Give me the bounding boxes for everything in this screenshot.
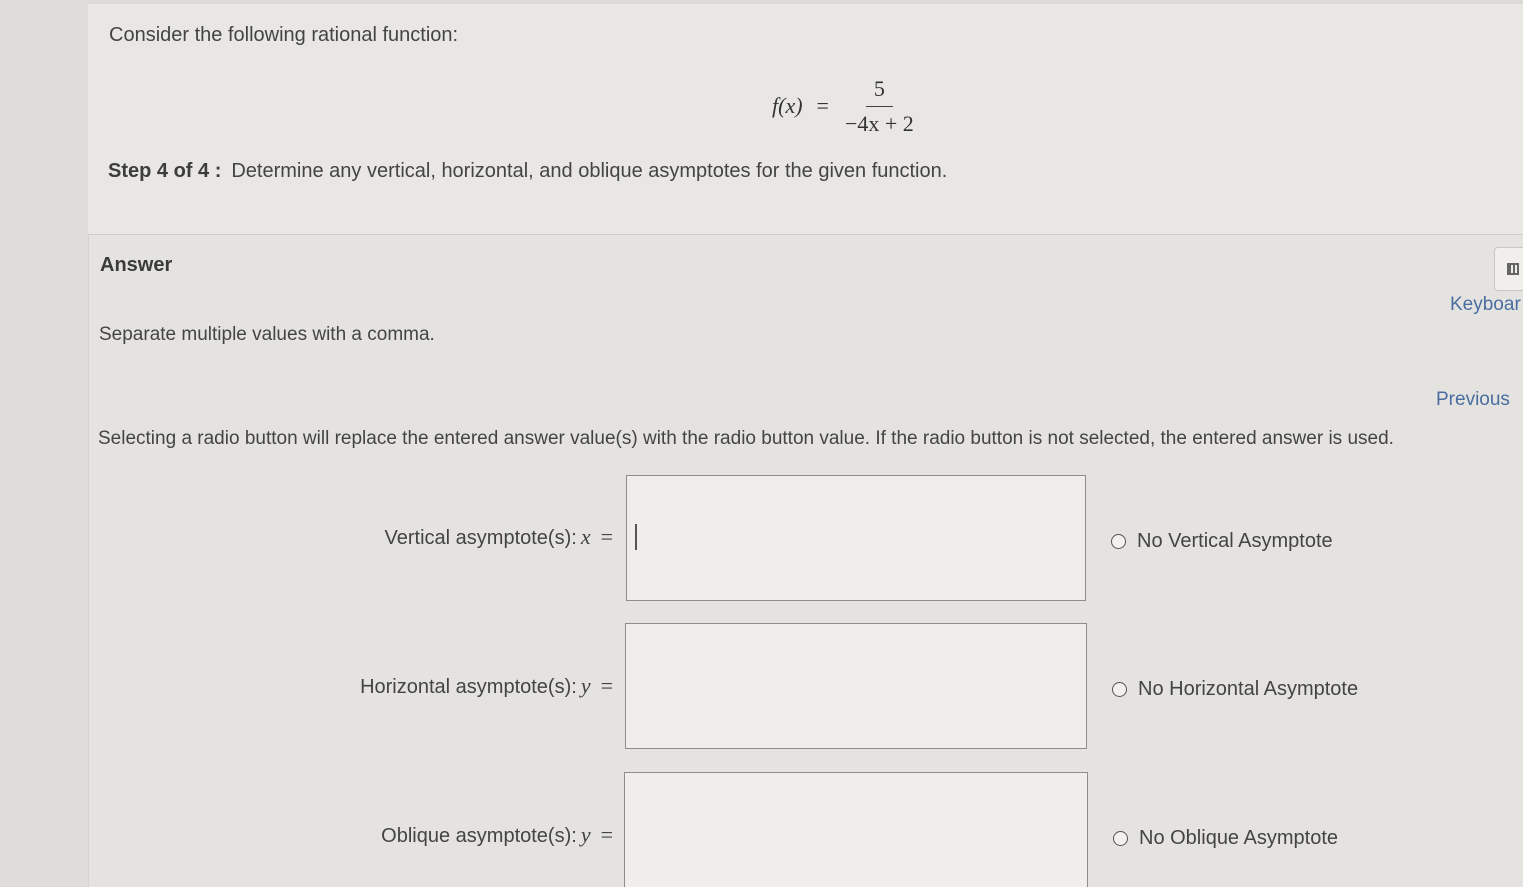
keyboard-link[interactable]: Keyboar [1450, 294, 1521, 315]
calculator-keyboard-icon [1507, 263, 1519, 275]
oblique-asymptote-label [381, 822, 613, 848]
no-oblique-asymptote-radio[interactable] [1113, 827, 1338, 850]
question-intro: Consider the following rational function: [109, 24, 459, 46]
horizontal-variable: y [580, 673, 591, 698]
horizontal-label-text: Horizontal asymptote(s): [360, 676, 577, 698]
radio-button-circle[interactable] [1111, 534, 1126, 549]
oblique-label-text: Oblique asymptote(s): [381, 825, 577, 847]
left-gutter [0, 0, 89, 887]
radio-button-circle[interactable] [1113, 831, 1128, 846]
oblique-variable: y [580, 822, 591, 847]
formula-fraction [843, 76, 916, 137]
no-horizontal-asymptote-radio[interactable] [1112, 678, 1358, 701]
keyboard-toggle-button[interactable] [1494, 247, 1523, 291]
vertical-asymptote-label [385, 524, 613, 550]
step-text: Determine any vertical, horizontal, and oblique asymptotes for the given function. [231, 160, 948, 182]
previous-link[interactable]: Previous [1436, 389, 1510, 410]
vertical-variable: x [580, 524, 591, 549]
horizontal-asymptote-label [360, 673, 613, 699]
step-instruction [108, 160, 947, 183]
oblique-equals: = [600, 822, 613, 847]
separate-values-note: Separate multiple values with a comma. [99, 324, 435, 345]
function-formula [772, 74, 916, 138]
vertical-asymptote-input[interactable] [626, 475, 1086, 601]
formula-equals: = [816, 93, 829, 118]
formula-lhs: f(x) [772, 93, 803, 118]
radio-instruction-note: Selecting a radio button will replace the entered answer value(s) with the radio button value. If the radio button is not selected, the entered answer is used. [98, 428, 1394, 449]
oblique-asymptote-input[interactable] [624, 772, 1088, 887]
vertical-label-text: Vertical asymptote(s): [384, 527, 577, 549]
step-label: Step 4 of 4 : [108, 160, 222, 182]
formula-denominator: −4x + 2 [844, 110, 914, 136]
section-divider [88, 234, 1523, 235]
no-oblique-asymptote-label: No Oblique Asymptote [1139, 827, 1338, 849]
no-vertical-asymptote-radio[interactable] [1111, 530, 1333, 553]
radio-button-circle[interactable] [1112, 682, 1127, 697]
answer-heading: Answer [100, 254, 173, 276]
no-horizontal-asymptote-label: No Horizontal Asymptote [1138, 678, 1359, 700]
horizontal-equals: = [600, 673, 613, 698]
horizontal-asymptote-input[interactable] [625, 623, 1087, 749]
text-caret [635, 524, 637, 550]
no-vertical-asymptote-label: No Vertical Asymptote [1137, 530, 1333, 552]
formula-numerator: 5 [866, 76, 893, 107]
vertical-equals: = [600, 524, 613, 549]
